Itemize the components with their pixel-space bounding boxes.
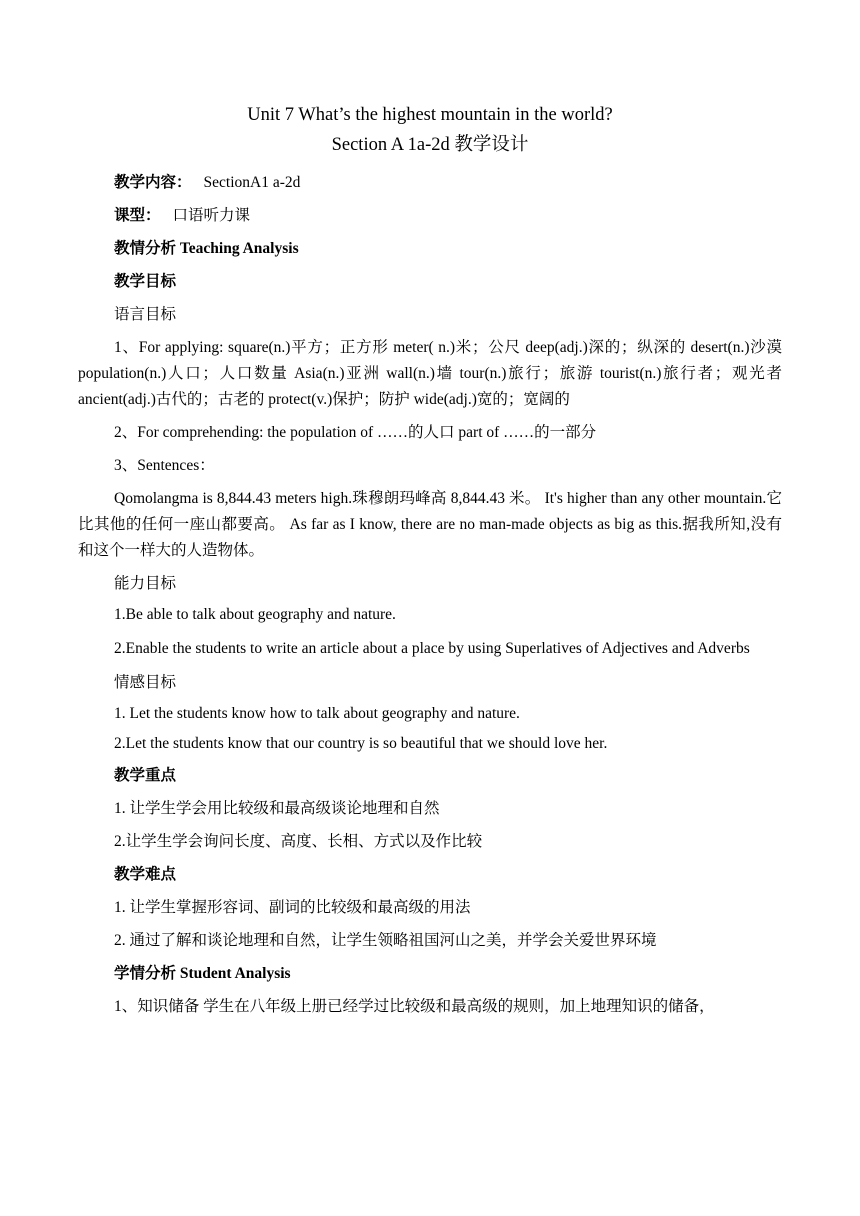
content-value: SectionA1 a-2d [203, 174, 301, 191]
student-analysis-item-1: 1、知识储备 学生在八年级上册已经学过比较级和最高级的规则，加上地理知识的储备， [114, 998, 715, 1015]
ability-objective-item-2: 2.Enable the students to write an article about a place by using Superlatives of Adjectives and Adverbs [114, 640, 750, 657]
key-point-item-2: 2.让学生学会询问长度、高度、长相、方式以及作比较 [114, 833, 483, 850]
content-label: 教学内容： [114, 174, 192, 191]
lesson-type-line [78, 199, 782, 232]
difficulty-item-1: 1. 让学生掌握形容词、副词的比较级和最高级的用法 [114, 899, 471, 916]
key-points-heading: 教学重点 [114, 767, 177, 784]
objectives-heading: 教学目标 [114, 273, 177, 290]
difficulties-heading: 教学难点 [114, 866, 177, 883]
teaching-analysis-heading: 教情分析 Teaching Analysis [114, 240, 299, 257]
student-analysis-heading: 学情分析 Student Analysis [114, 965, 291, 982]
language-objectives-heading: 语言目标 [114, 306, 177, 323]
language-objective-item-2: 2、For comprehending: the population of ……的人口 part of ……的一部分 [114, 424, 597, 441]
ability-objective-item-1: 1.Be able to talk about geography and nature. [114, 606, 396, 623]
lesson-type-value: 口语听力课 [172, 207, 251, 224]
document-subtitle: Section A 1a-2d 教学设计 [331, 135, 529, 155]
ability-objectives-heading: 能力目标 [114, 575, 177, 592]
language-objective-item-3: 3、Sentences： [114, 457, 215, 474]
emotional-objectives-heading: 情感目标 [114, 674, 177, 691]
document-page [78, 100, 782, 1023]
language-objective-item-1: 1、For applying: square(n.)平方；正方形 meter( n.)米；公尺 deep(adj.)深的；纵深的 desert(n.)沙漠 population(n.)人口；人口数量 Asia(n.)亚洲 wall(n.)墙 tour(n.)旅行；旅游 tourist(n.)旅行者；观光者 ancient(adj.)古代的；古老的 protect(v.)保护；防护 wide(adj.)宽的；宽阔的 [78, 339, 782, 408]
content-line [78, 166, 782, 199]
emotional-objective-item-1: 1. Let the students know how to talk about geography and nature. [114, 705, 520, 722]
lesson-type-label: 课型： [114, 207, 161, 224]
key-point-item-1: 1. 让学生学会用比较级和最高级谈论地理和自然 [114, 800, 440, 817]
difficulty-item-2: 2. 通过了解和谈论地理和自然，让学生领略祖国河山之美，并学会关爱世界环境 [114, 932, 657, 949]
document-title: Unit 7 What’s the highest mountain in the world? [247, 105, 613, 125]
language-objective-sentences: Qomolangma is 8,844.43 meters high.珠穆朗玛峰高 8,844.43 米。 It's higher than any other mountain.它比其他的任何一座山都要高。 As far as I know, there are no man-made objects as big as this.据我所知,没有 和这个一样大的人造物体。 [78, 490, 782, 559]
emotional-objective-item-2: 2.Let the students know that our country is so beautiful that we should love her. [114, 735, 608, 752]
